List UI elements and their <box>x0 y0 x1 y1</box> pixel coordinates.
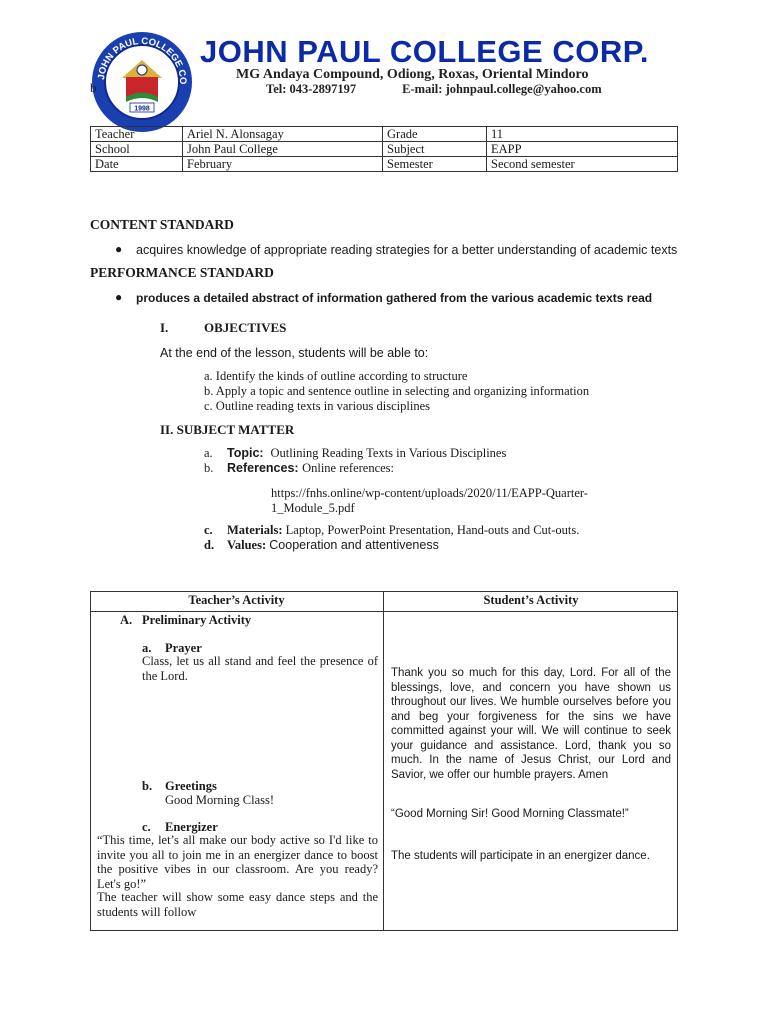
energizer-label: Energizer <box>165 820 218 834</box>
prayer-marker: a. <box>142 641 152 655</box>
values-marker: d. <box>204 538 215 552</box>
greetings-marker: b. <box>142 779 153 793</box>
table-cell: Grade <box>383 127 487 142</box>
table-cell: Ariel N. Alonsagay <box>183 127 383 142</box>
student-prayer: Thank you so much for this day, Lord. For all of the blessings, love, and concern you have shown us throughout our lives. We humble ourselves before you and beg your forgiveness for the sins we have committed against your will. We will continue to seek your guidance and assistance. Lord, thank you so much. In the name of Jesus Christ, our Lord and Savior, we offer our humble prayers. Amen <box>391 667 671 781</box>
bullet-icon: ● <box>115 242 123 256</box>
bullet-icon: ● <box>115 290 123 304</box>
references-line <box>227 461 394 476</box>
objectives-number: I. <box>160 320 169 335</box>
references-label: References: <box>227 461 299 475</box>
performance-standard-text: produces a detailed abstract of information gathered from the various academic texts read <box>136 291 653 305</box>
topic-value: Outlining Reading Texts in Various Disciplines <box>270 446 507 460</box>
subject-matter-heading: II. SUBJECT MATTER <box>160 422 295 437</box>
college-name: JOHN PAUL COLLEGE CORP. <box>200 34 650 69</box>
objectives-intro: At the end of the lesson, students will be able to: <box>160 346 429 360</box>
logo-year: 1998 <box>134 105 150 113</box>
table-cell: February <box>183 157 383 172</box>
college-tel: Tel: 043-2897197 <box>266 82 357 96</box>
table-cell: Second semester <box>487 157 678 172</box>
table-cell: Semester <box>383 157 487 172</box>
content-standard-text: acquires knowledge of appropriate reading strategies for a better understanding of academic texts <box>136 243 678 257</box>
materials-value: Laptop, PowerPoint Presentation, Hand-outs and Cut-outs. <box>285 523 580 537</box>
lesson-info-table <box>90 126 678 172</box>
topic-line <box>227 446 506 461</box>
energizer-text: “This time, let’s all make our body active so I'd like to invite you all to join me in an energizer dance to boost the positive vibes in our classroom. Are you ready? Let's go!” <box>97 833 378 891</box>
materials-label: Materials: <box>227 523 283 537</box>
activity-table-divider <box>383 591 384 931</box>
content-standard-heading: CONTENT STANDARD <box>90 217 234 232</box>
table-cell: John Paul College <box>183 142 383 157</box>
performance-standard-heading: PERFORMANCE STANDARD <box>90 265 274 280</box>
references-value: Online references: <box>302 461 395 475</box>
logo-ring-text: JOHN PAUL COLLEGE CO <box>96 35 189 85</box>
materials-marker: c. <box>204 523 213 537</box>
activity-table-header-rule <box>90 611 678 612</box>
table-cell: EAPP <box>487 142 678 157</box>
college-email: E-mail: johnpaul.college@yahoo.com <box>402 82 602 96</box>
table-row <box>91 127 678 142</box>
topic-label: Topic: <box>227 446 264 460</box>
table-cell: Date <box>91 157 183 172</box>
topic-marker: a. <box>204 446 213 460</box>
energizer-instruction: The teacher will show some easy dance steps and the students will follow <box>97 890 378 919</box>
stray-character: b <box>90 80 97 95</box>
objectives-heading: OBJECTIVES <box>204 320 287 335</box>
references-marker: b. <box>204 461 214 475</box>
greetings-text: Good Morning Class! <box>165 793 275 807</box>
reference-url-line1: https://fnhs.online/wp-content/uploads/2020/11/EAPP-Quarter- <box>271 486 588 500</box>
preliminary-activity-label: Preliminary Activity <box>142 613 252 627</box>
energizer-marker: c. <box>142 820 151 834</box>
student-greeting: “Good Morning Sir! Good Morning Classmate!” <box>391 808 629 820</box>
values-label: Values: <box>227 538 267 552</box>
table-row <box>91 157 678 172</box>
college-contact <box>266 82 602 97</box>
college-address: MG Andaya Compound, Odiong, Roxas, Oriental Mindoro <box>236 67 589 82</box>
preliminary-marker: A. <box>120 613 133 627</box>
objective-item: a. Identify the kinds of outline according to structure <box>204 369 468 383</box>
materials-line <box>227 523 579 538</box>
table-cell: 11 <box>487 127 678 142</box>
table-cell: Teacher <box>91 127 183 142</box>
values-value: Cooperation and attentiveness <box>269 538 439 552</box>
college-logo <box>90 30 195 135</box>
greetings-label: Greetings <box>165 779 217 793</box>
reference-url-line2: 1_Module_5.pdf <box>271 501 355 515</box>
objective-item: c. Outline reading texts in various disciplines <box>204 399 430 413</box>
teacher-activity-header: Teacher’s Activity <box>188 593 285 607</box>
table-row <box>91 142 678 157</box>
objective-item: b. Apply a topic and sentence outline in selecting and organizing information <box>204 384 590 398</box>
prayer-label: Prayer <box>165 641 202 655</box>
values-line <box>227 538 439 553</box>
table-cell: Subject <box>383 142 487 157</box>
student-energizer: The students will participate in an energizer dance. <box>391 850 650 862</box>
student-activity-header: Student’s Activity <box>483 593 579 607</box>
prayer-text: Class, let us all stand and feel the presence of the Lord. <box>142 654 378 683</box>
table-cell: School <box>91 142 183 157</box>
